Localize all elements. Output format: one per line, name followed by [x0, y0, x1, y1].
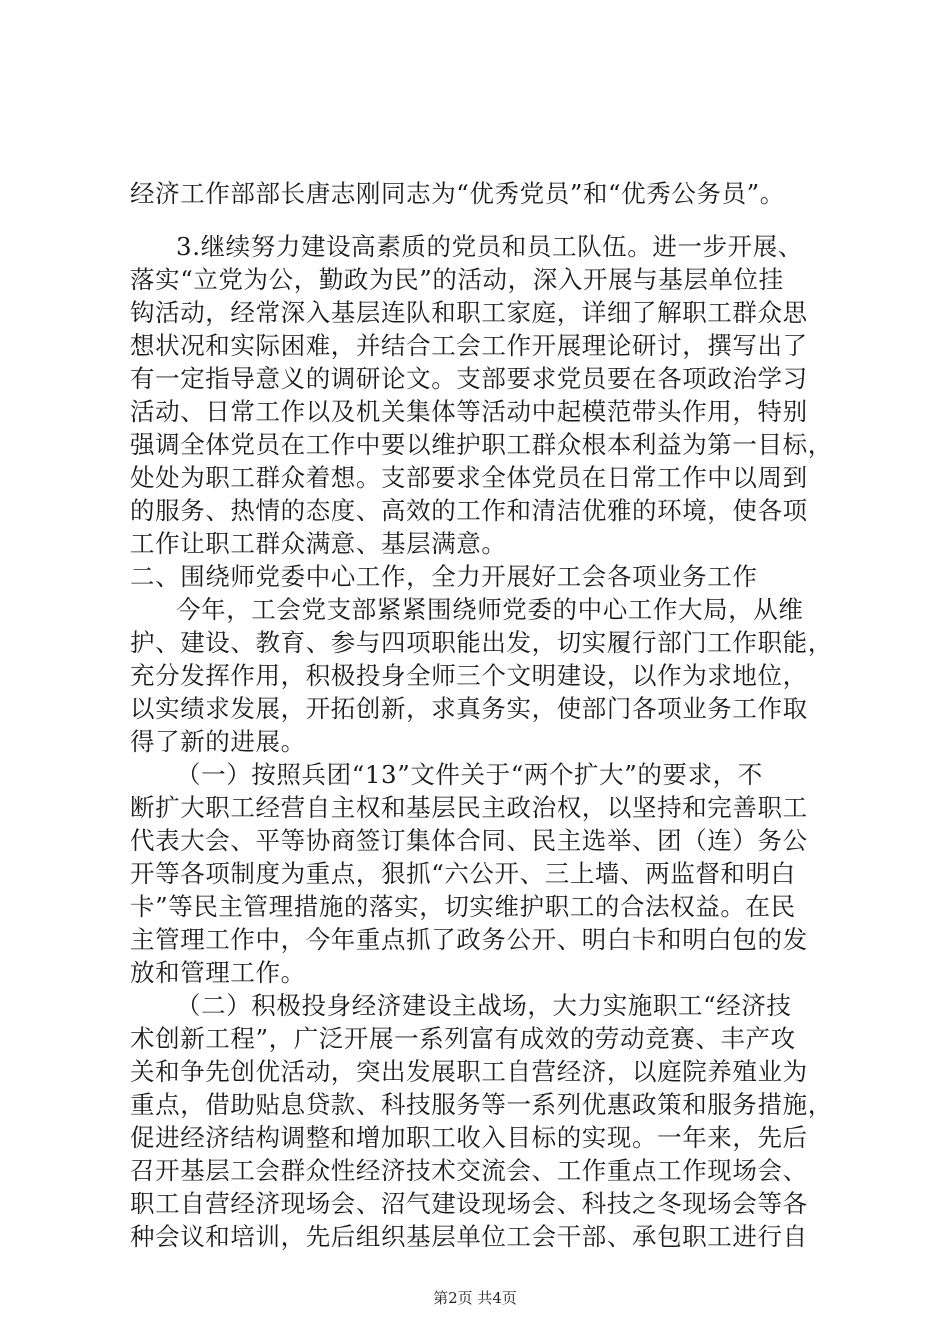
text-line: 放和管理工作。 — [130, 958, 306, 987]
text-line: 今年，工会党支部紧紧围绕师党委的中心工作大局，从维 — [176, 595, 804, 624]
text-line: 得了新的进展。 — [130, 727, 306, 756]
text-line: 主管理工作中，今年重点抓了政务公开、明白卡和明白包的发 — [130, 925, 808, 954]
page-number-footer: 第2页 共4页 — [433, 1289, 517, 1307]
text-line: 召开基层工会群众性经济技术交流会、工作重点工作现场会、 — [130, 1156, 808, 1185]
text-line: （一）按照兵团“13”文件关于“两个扩大”的要求，不 — [176, 760, 763, 789]
text-line: 重点，借助贴息贷款、科技服务等一系列优惠政策和服务措施， — [130, 1090, 833, 1119]
text-line: 工作让职工群众满意、基层满意。 — [130, 529, 507, 558]
text-line: 想状况和实际困难，并结合工会工作开展理论研讨，撰写出了 — [130, 331, 808, 360]
text-line: 卡”等民主管理措施的落实，切实维护职工的合法权益。在民 — [130, 892, 796, 921]
text-line: 二、围绕师党委中心工作，全力开展好工会各项业务工作 — [130, 562, 758, 591]
text-line: 促进经济结构调整和增加职工收入目标的实现。一年来，先后 — [130, 1123, 808, 1152]
text-line: 活动、日常工作以及机关集体等活动中起模范带头作用，特别 — [130, 397, 808, 426]
text-line: （二）积极投身经济建设主战场，大力实施职工“经济技 — [176, 991, 792, 1020]
text-line: 开等各项制度为重点，狠抓“六公开、三上墙、两监督和明白 — [130, 859, 796, 888]
text-line: 职工自营经济现场会、沼气建设现场会、科技之冬现场会等各 — [130, 1189, 808, 1218]
text-line: 断扩大职工经营自主权和基层民主政治权，以坚持和完善职工 — [130, 793, 808, 822]
text-line: 种会议和培训，先后组织基层单位工会干部、承包职工进行自 — [130, 1222, 808, 1251]
text-line: 钩活动，经常深入基层连队和职工家庭，详细了解职工群众思 — [130, 298, 808, 327]
text-line: 关和争先创优活动，突出发展职工自营经济，以庭院养殖业为 — [130, 1057, 808, 1086]
text-line: 处处为职工群众着想。支部要求全体党员在日常工作中以周到 — [130, 463, 808, 492]
text-line: 强调全体党员在工作中要以维护职工群众根本利益为第一目标， — [130, 430, 833, 459]
text-line: 3.继续努力建设高素质的党员和员工队伍。进一步开展、 — [176, 232, 803, 261]
text-line: 有一定指导意义的调研论文。支部要求党员要在各项政治学习 — [130, 364, 808, 393]
text-line: 充分发挥作用，积极投身全师三个文明建设，以作为求地位， — [130, 661, 808, 690]
text-line: 术创新工程”，广泛开展一系列富有成效的劳动竞赛、丰产攻 — [130, 1024, 796, 1053]
text-line: 以实绩求发展，开拓创新，求真务实，使部门各项业务工作取 — [130, 694, 808, 723]
text-line: 护、建设、教育、参与四项职能出发，切实履行部门工作职能， — [130, 628, 833, 657]
text-line: 代表大会、平等协商签订集体合同、民主选举、团（连）务公 — [130, 826, 808, 855]
text-line: 经济工作部部长唐志刚同志为“优秀党员”和“优秀公务员”。 — [130, 179, 785, 208]
text-line: 落实“立党为公，勤政为民”的活动，深入开展与基层单位挂 — [130, 265, 784, 294]
text-line: 的服务、热情的态度、高效的工作和清洁优雅的环境，使各项 — [130, 496, 808, 525]
